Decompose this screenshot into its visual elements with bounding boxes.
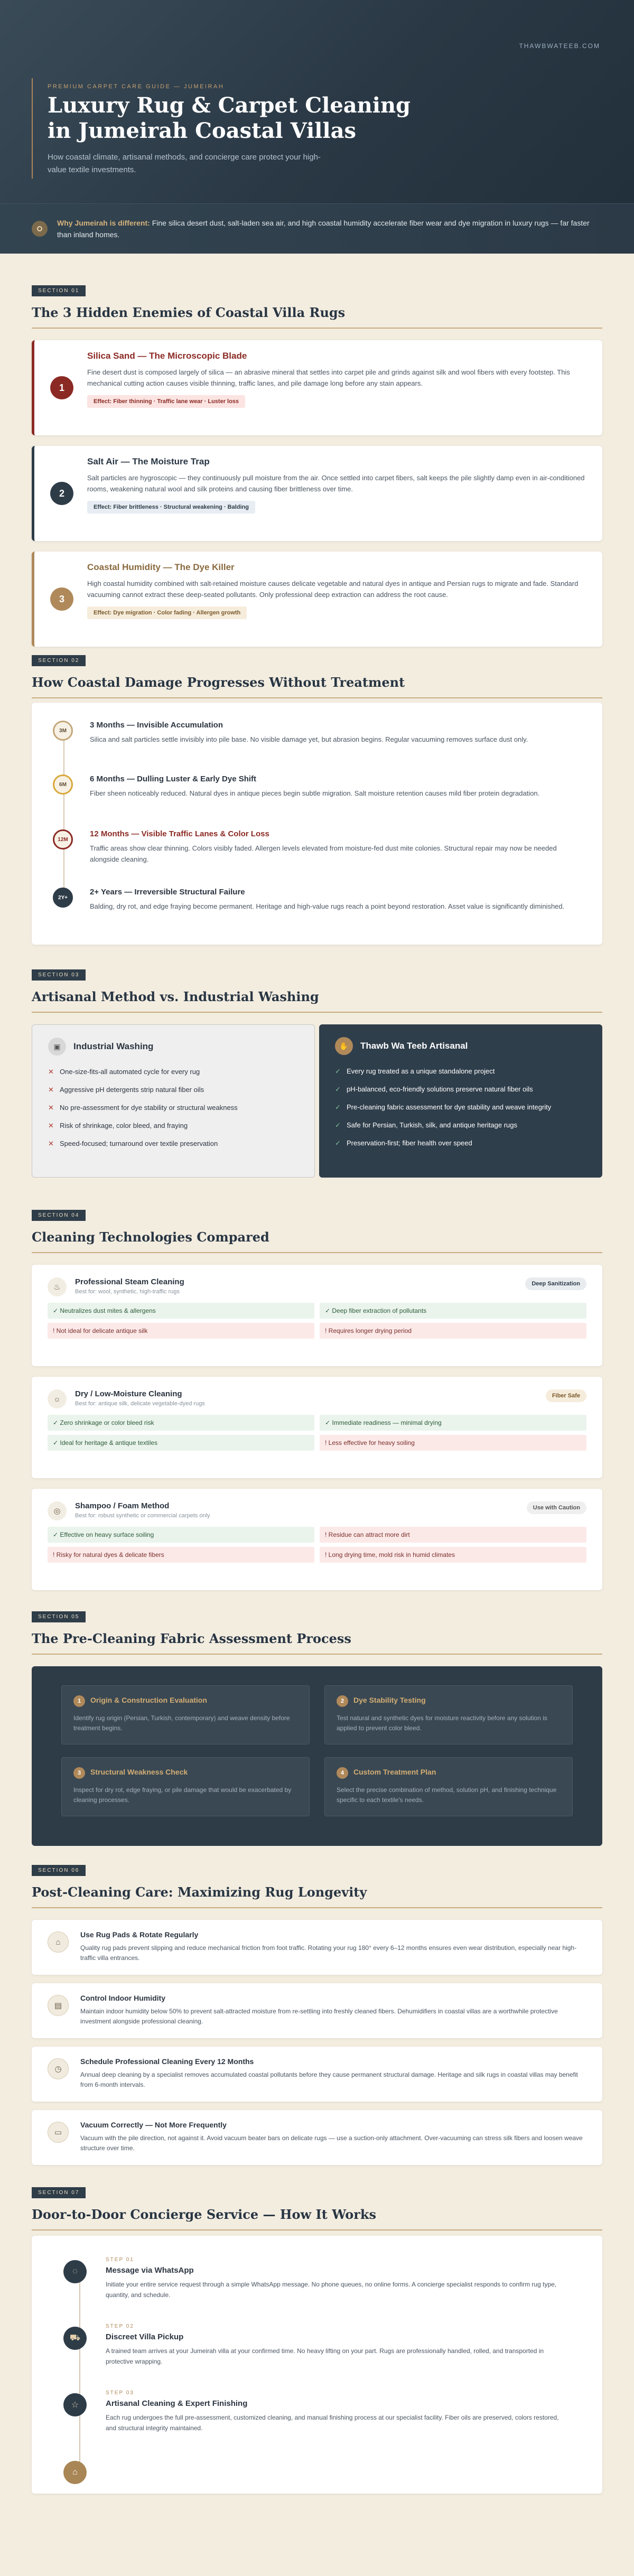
tech-best-for: Best for: robust synthetic or commercial carpets only xyxy=(75,1513,210,1519)
enemy-effect: Effect: Dye migration · Color fading · Allergen growth xyxy=(87,606,247,619)
tech-best-for: Best for: wool, synthetic, high-traffic rugs xyxy=(75,1289,180,1295)
sun-icon: ☼ xyxy=(48,1389,67,1408)
timeline-item xyxy=(53,888,581,912)
enemy-title: Salt Air — The Moisture Trap xyxy=(87,456,210,466)
section-title: How Coastal Damage Progresses Without Treatment xyxy=(32,675,602,698)
hero-lede: How coastal climate, artisanal methods, and concierge care protect your high-value textile investments. xyxy=(48,153,321,174)
tech-title: Professional Steam Cleaning xyxy=(75,1277,184,1286)
assessment-panel xyxy=(32,1666,602,1846)
hero-accent-line xyxy=(32,78,33,179)
industrial-item: ✕ No pre-assessment for dye stability or structural weakness xyxy=(48,1104,238,1112)
concierge-step xyxy=(63,2257,571,2300)
artisan-title: Thawb Wa Teeb Artisanal xyxy=(360,1041,468,1051)
care-card xyxy=(32,1983,602,2038)
care-title: Use Rug Pads & Rotate Regularly xyxy=(80,1930,199,1939)
step-label: STEP 02 xyxy=(106,2323,134,2329)
section-title: Cleaning Technologies Compared xyxy=(32,1229,602,1253)
care-text: Maintain indoor humidity below 50% to prevent salt-attracted moisture from re-settling into freshly cleaned fibers. Dehumidifiers in coastal villas are a worthwhile protective investment alongside professional cleaning. xyxy=(80,2008,558,2025)
timeline-badge: 2Y+ xyxy=(53,888,73,908)
step-text: Each rug undergoes the full pre-assessment, customized cleaning, and manual finishing process at our specialist facility. Fiber oils are preserved, colors restored, and structural integrity maintained. xyxy=(106,2414,559,2432)
section-care xyxy=(32,1865,602,2152)
timeline-badge: 3M xyxy=(53,721,73,741)
tech-pro: ✓ Immediate readiness — minimal drying xyxy=(320,1415,586,1431)
timeline-title: 12 Months — Visible Traffic Lanes & Color Loss xyxy=(90,829,269,838)
assessment-step: 3 Structural Weakness Check Inspect for dry rot, edge fraying, or pile damage that would be exacerbated by cleaning processes. xyxy=(61,1757,310,1816)
hand-icon: ✋ xyxy=(335,1037,353,1055)
care-text: Vacuum with the pile direction, not against it. Avoid vacuum beater bars on delicate rugs — use a suction-only attachment. Over-vacuuming can stress silk fibers and loosen weave structure over time. xyxy=(80,2134,583,2152)
assessment-title: Dye Stability Testing xyxy=(353,1696,426,1704)
artisan-item: ✓ pH-balanced, eco-friendly solutions preserve natural fiber oils xyxy=(335,1085,533,1093)
section-tag: SECTION 07 xyxy=(32,2187,86,2198)
tech-card xyxy=(32,1265,602,1366)
step-title: Message via WhatsApp xyxy=(106,2266,194,2275)
assessment-text: Test natural and synthetic dyes for moisture reactivity before any solution is applied to prevent color bleed. xyxy=(337,1714,547,1732)
timeline-item xyxy=(53,721,581,745)
artisan-card xyxy=(319,1024,602,1178)
enemy-effect: Effect: Fiber brittleness · Structural weakening · Balding xyxy=(87,501,255,514)
enemy-card xyxy=(32,340,602,435)
assessment-text: Select the precise combination of method, solution pH, and finishing technique specific to each textile's needs. xyxy=(337,1786,557,1804)
why-text xyxy=(57,217,602,240)
assessment-text: Inspect for dry rot, edge fraying, or pile damage that would be exacerbated by cleaning processes. xyxy=(73,1786,292,1804)
care-text: Annual deep cleaning by a specialist removes accumulated coastal pollutants before they cause permanent structural damage. Heritage and silk rugs in coastal villas may benefit from 6-month intervals. xyxy=(80,2071,578,2088)
section-tag: SECTION 01 xyxy=(32,285,86,296)
care-card xyxy=(32,1920,602,1975)
tech-pro: ✓ Deep fiber extraction of pollutants xyxy=(320,1303,586,1319)
factory-icon: ▣ xyxy=(48,1038,66,1056)
brand-link[interactable]: THAWBWATEEB.COM xyxy=(519,42,600,50)
industrial-item: ✕ Aggressive pH detergents strip natural fiber oils xyxy=(48,1086,204,1094)
steam-icon: ♨ xyxy=(48,1277,67,1296)
care-card xyxy=(32,2047,602,2102)
timeline-text: Silica and salt particles settle invisibly into pile base. No visible damage yet, but abrasion begins. Regular vacuuming removes surface dust only. xyxy=(90,735,528,743)
tech-pro: ✓ Effective on heavy surface soiling xyxy=(48,1527,314,1543)
timeline-badge: 12M xyxy=(53,829,73,850)
care-title: Control Indoor Humidity xyxy=(80,1994,165,2002)
artisan-item: ✓ Every rug treated as a unique standalone project xyxy=(335,1067,495,1075)
timeline-text: Balding, dry rot, and edge fraying become permanent. Heritage and high-value rugs reach a point beyond restoration. Asset value is significantly diminished. xyxy=(90,902,565,910)
enemy-text: Fine desert dust is composed largely of silica — an abrasive mineral that settles into carpet pile and grinds against silk and wool fibers with every footstep. This mechanical cutting action causes visible thinning, traffic lanes, and pile damage long before any stain appears. xyxy=(87,368,570,387)
step-title: Discreet Villa Pickup xyxy=(106,2332,184,2341)
enemy-text: Salt particles are hygroscopic — they continuously pull moisture from the air. Once settled into carpet fibers, salt keeps the pile slightly damp even in air-conditioned rooms, weakening natural wool and silk proteins and causing fiber brittleness over time. xyxy=(87,474,585,493)
info-icon xyxy=(32,221,48,237)
industrial-item: ✕ Speed-focused; turnaround over textile preservation xyxy=(48,1140,218,1147)
timeline-text: Traffic areas show clear thinning. Colors visibly faded. Allergen levels elevated from moisture-fed dust mite colonies. Structural repair may now be needed alongside cleaning. xyxy=(90,844,557,863)
tech-badge: Deep Sanitization xyxy=(525,1277,586,1290)
section-tag: SECTION 05 xyxy=(32,1611,86,1622)
artisan-item: ✓ Safe for Persian, Turkish, silk, and antique heritage rugs xyxy=(335,1121,518,1129)
enemy-card xyxy=(32,552,602,647)
industrial-card xyxy=(32,1024,315,1178)
why-label: Why Jumeirah is different: xyxy=(57,219,150,227)
enemy-number: 1 xyxy=(50,376,73,399)
timeline-item xyxy=(53,774,581,799)
timeline-title: 2+ Years — Irreversible Structural Failure xyxy=(90,888,245,897)
section-enemies xyxy=(32,285,602,616)
tech-con: ! Less effective for heavy soiling xyxy=(320,1435,586,1451)
why-jumeirah-bar xyxy=(0,203,634,254)
tech-pro: ✓ Neutralizes dust mites & allergens xyxy=(48,1303,314,1319)
step-title: Artisanal Cleaning & Expert Finishing xyxy=(106,2399,248,2408)
tech-best-for: Best for: antique silk, delicate vegetable-dyed rugs xyxy=(75,1401,205,1407)
section-title: Artisanal Method vs. Industrial Washing xyxy=(32,989,602,1013)
tech-con: ! Not ideal for delicate antique silk xyxy=(48,1323,314,1339)
section-title: Post-Cleaning Care: Maximizing Rug Longevity xyxy=(32,1884,602,1908)
industrial-title: Industrial Washing xyxy=(73,1041,154,1051)
timeline-line xyxy=(63,734,64,893)
tech-con: ! Requires longer drying period xyxy=(320,1323,586,1339)
hero-eyebrow: PREMIUM CARPET CARE GUIDE — JUMEIRAH xyxy=(48,83,225,90)
tech-badge: Use with Caution xyxy=(527,1501,586,1514)
section-tag: SECTION 06 xyxy=(32,1865,86,1876)
section-concierge xyxy=(32,2187,602,2477)
enemy-title: Coastal Humidity — The Dye Killer xyxy=(87,562,235,572)
concierge-panel xyxy=(32,2236,602,2494)
damage-timeline xyxy=(32,703,602,945)
concierge-step xyxy=(63,2390,571,2433)
assessment-text: Identify rug origin (Persian, Turkish, contemporary) and weave density before treatment begins. xyxy=(73,1714,290,1732)
assessment-step: 1 Origin & Construction Evaluation Identify rug origin (Persian, Turkish, contemporary) and weave density before treatment begins. xyxy=(61,1685,310,1744)
clock-icon: ◷ xyxy=(48,2058,69,2079)
hero xyxy=(0,0,634,203)
enemy-effect: Effect: Fiber thinning · Traffic lane wear · Luster loss xyxy=(87,395,245,408)
timeline-title: 3 Months — Invisible Accumulation xyxy=(90,721,223,730)
tech-card xyxy=(32,1489,602,1590)
assessment-title: Custom Treatment Plan xyxy=(353,1768,436,1776)
industrial-item: ✕ One-size-fits-all automated cycle for every rug xyxy=(48,1068,200,1076)
section-title: The Pre-Cleaning Fabric Assessment Process xyxy=(32,1631,602,1655)
humidity-icon: ▤ xyxy=(48,1995,69,2016)
chat-icon: ◌ xyxy=(63,2260,87,2283)
care-card xyxy=(32,2110,602,2165)
rug-pad-icon: ⌂ xyxy=(48,1931,69,1953)
enemy-title: Silica Sand — The Microscopic Blade xyxy=(87,351,247,361)
timeline-text: Fiber sheen noticeably reduced. Natural dyes in antique pieces begin subtle migration. Salt moisture retention causes mild fiber protein degradation. xyxy=(90,789,540,797)
care-title: Vacuum Correctly — Not More Frequently xyxy=(80,2121,227,2129)
step-text: A trained team arrives at your Jumeirah villa at your confirmed time. No heavy lifting on your part. Rugs are professionally handled, rolled, and transported in protective wrapping. xyxy=(106,2347,544,2365)
tech-card xyxy=(32,1377,602,1478)
concierge-line xyxy=(79,2273,80,2474)
timeline-badge: 6M xyxy=(53,774,73,795)
tech-pro: ✓ Ideal for heritage & antique textiles xyxy=(48,1435,314,1451)
artisan-item: ✓ Pre-cleaning fabric assessment for dye stability and weave integrity xyxy=(335,1103,552,1111)
section-tag: SECTION 03 xyxy=(32,969,86,981)
assessment-step: 2 Dye Stability Testing Test natural and synthetic dyes for moisture reactivity before any solution is applied to prevent color bleed. xyxy=(324,1685,573,1744)
vacuum-icon: ▭ xyxy=(48,2122,69,2143)
industrial-item: ✕ Risk of shrinkage, color bleed, and fraying xyxy=(48,1122,188,1130)
truck-icon: ⛟ xyxy=(63,2327,87,2350)
enemy-text: High coastal humidity combined with salt-retained moisture causes delicate vegetable and natural dyes in antique and Persian rugs to migrate and fade. Standard vacuuming cannot extract these deep-seated pollutants. Only professional deep extraction can address the root cause. xyxy=(87,580,579,599)
timeline-item xyxy=(53,829,581,865)
tech-pro: ✓ Zero shrinkage or color bleed risk xyxy=(48,1415,314,1431)
section-assessment xyxy=(32,1611,602,1834)
enemy-number: 2 xyxy=(50,482,73,505)
tech-badge: Fiber Safe xyxy=(546,1389,586,1402)
section-title: The 3 Hidden Enemies of Coastal Villa Rugs xyxy=(32,305,602,329)
tech-con: ! Residue can attract more dirt xyxy=(320,1527,586,1543)
tech-con: ! Long drying time, mold risk in humid climates xyxy=(320,1547,586,1563)
assessment-title: Structural Weakness Check xyxy=(90,1768,188,1776)
page-title: Luxury Rug & Carpet Cleaning in Jumeirah Coastal Villas xyxy=(48,93,411,143)
section-compare xyxy=(32,969,602,1166)
step-text: Initiate your entire service request through a simple WhatsApp message. No phone queues, no online forms. A concierge specialist responds to confirm rug type, quantity, and schedule. xyxy=(106,2281,557,2299)
section-tag: SECTION 02 xyxy=(32,655,86,666)
star-icon: ☆ xyxy=(63,2393,87,2416)
home-icon: ⌂ xyxy=(63,2461,87,2484)
section-tag: SECTION 04 xyxy=(32,1210,86,1221)
assessment-step: 4 Custom Treatment Plan Select the precise combination of method, solution pH, and finishing technique specific to each textile's needs. xyxy=(324,1757,573,1816)
concierge-step xyxy=(63,2323,571,2367)
step-label: STEP 03 xyxy=(106,2390,134,2396)
artisan-item: ✓ Preservation-first; fiber health over speed xyxy=(335,1139,472,1147)
section-title: Door-to-Door Concierge Service — How It Works xyxy=(32,2207,602,2230)
tech-title: Shampoo / Foam Method xyxy=(75,1501,170,1510)
care-title: Schedule Professional Cleaning Every 12 Months xyxy=(80,2057,254,2066)
care-text: Quality rug pads prevent slipping and reduce mechanical friction from foot traffic. Rotating your rug 180° every 6–12 months ensures even wear distribution, especially near high-traffic villa entrances. xyxy=(80,1944,577,1962)
tech-title: Dry / Low-Moisture Cleaning xyxy=(75,1389,182,1398)
section-technologies xyxy=(32,1210,602,1558)
step-label: STEP 01 xyxy=(106,2257,134,2263)
assessment-title: Origin & Construction Evaluation xyxy=(90,1696,207,1704)
foam-icon: ◎ xyxy=(48,1501,67,1520)
why-body: Fine silica desert dust, salt-laden sea air, and high coastal humidity accelerate fiber wear and dye migration in luxury rugs — far faster than inland homes. xyxy=(57,219,590,239)
tech-con: ! Risky for natural dyes & delicate fibers xyxy=(48,1547,314,1563)
section-progression xyxy=(32,655,602,910)
enemy-number: 3 xyxy=(50,587,73,611)
enemy-card xyxy=(32,446,602,541)
timeline-title: 6 Months — Dulling Luster & Early Dye Shift xyxy=(90,774,257,783)
